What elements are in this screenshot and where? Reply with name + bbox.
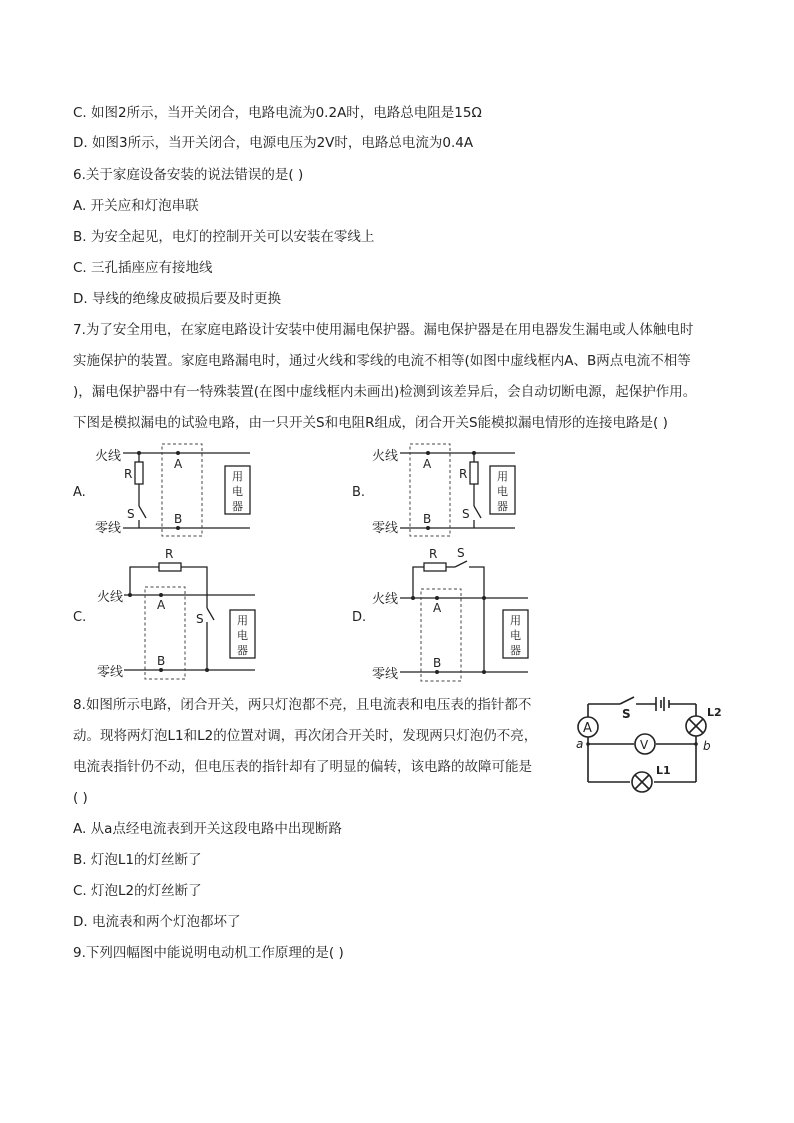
resistor-label: R xyxy=(429,547,438,561)
node-b-label: b xyxy=(703,739,711,753)
question-7-line-4: 下图是模拟漏电的试验电路，由一只开关S和电阻R组成，闭合开关S能模拟漏电情形的连接电路是( ) xyxy=(73,415,668,431)
lamp-l2-label: L2 xyxy=(707,706,722,719)
circuit-option-c xyxy=(73,547,255,680)
neutral-wire-label: 零线 xyxy=(372,521,399,536)
appliance-char: 电 xyxy=(237,629,248,642)
question-7-line-2: 实施保护的装置。家庭电路漏电时，通过火线和零线的电流不相等(如图中虚线框内A、B两点电流不相等 xyxy=(73,353,691,369)
node-a-label: a xyxy=(576,737,584,751)
q6-option-d: D. 导线的绝缘皮破损后要及时更换 xyxy=(73,291,281,307)
question-8-line-2: 动。现将两灯泡L1和L2的位置对调，再次闭合开关时，发现两只灯泡仍不亮， xyxy=(73,728,538,744)
appliance-char: 器 xyxy=(237,644,248,657)
switch-label: S xyxy=(462,507,470,521)
point-b-label: B xyxy=(174,512,183,526)
appliance-char: 用 xyxy=(497,470,508,483)
q8-option-a: A. 从a点经电流表到开关这段电路中出现断路 xyxy=(73,821,342,837)
option-label-c: C. xyxy=(73,610,87,625)
q8-option-d: D. 电流表和两个灯泡都坏了 xyxy=(73,914,241,930)
resistor-label: R xyxy=(459,467,468,481)
appliance-char: 器 xyxy=(510,644,521,657)
switch-label: S xyxy=(622,707,631,721)
switch-label: S xyxy=(127,507,135,521)
switch-icon xyxy=(139,506,146,518)
point-a-label: A xyxy=(433,601,442,615)
appliance-char: 电 xyxy=(232,485,243,498)
q6-option-a: A. 开关应和灯泡串联 xyxy=(73,198,199,214)
option-c-q5: C. 如图2所示，当开关闭合，电路电流为0.2A时，电路总电阻是15Ω xyxy=(73,105,482,121)
circuit-option-d xyxy=(352,546,528,682)
q8-option-c: C. 灯泡L2的灯丝断了 xyxy=(73,883,202,899)
resistor-label: R xyxy=(165,547,174,561)
switch-icon xyxy=(474,506,481,518)
option-label-a: A. xyxy=(73,485,86,500)
question-8-line-3: 电流表指针仍不动，但电压表的指针却有了明显的偏转，该电路的故障可能是 xyxy=(73,759,532,775)
option-d-q5: D. 如图3所示，当开关闭合，电源电压为2V时，电路总电流为0.4A xyxy=(73,135,474,151)
circuit-option-a xyxy=(73,444,250,536)
point-a-label: A xyxy=(157,598,166,612)
appliance-char: 用 xyxy=(510,614,521,627)
neutral-wire-label: 零线 xyxy=(95,521,122,536)
resistor-icon xyxy=(135,462,143,484)
appliance-char: 电 xyxy=(497,485,508,498)
question-8-line-1: 8.如图所示电路，闭合开关，两只灯泡都不亮，且电流表和电压表的指针都不 xyxy=(73,697,532,713)
point-b-label: B xyxy=(157,654,166,668)
resistor-icon xyxy=(470,462,478,484)
switch-icon xyxy=(455,561,467,567)
circuit-option-b xyxy=(352,444,515,536)
switch-icon xyxy=(207,608,214,620)
option-label-b: B. xyxy=(352,485,366,500)
q6-option-c: C. 三孔插座应有接地线 xyxy=(73,260,213,276)
question-6: 6.关于家庭设备安装的说法错误的是( ) xyxy=(73,167,304,183)
q6-option-b: B. 为安全起见，电灯的控制开关可以安装在零线上 xyxy=(73,229,375,245)
switch-label: S xyxy=(457,546,465,560)
switch-icon xyxy=(620,697,634,704)
appliance-char: 电 xyxy=(510,629,521,642)
q8-option-b: B. 灯泡L1的灯丝断了 xyxy=(73,852,202,868)
appliance-char: 用 xyxy=(232,470,243,483)
voltmeter-label: V xyxy=(640,738,649,752)
resistor-icon xyxy=(424,563,446,571)
appliance-char: 器 xyxy=(497,500,508,513)
point-b-label: B xyxy=(423,512,432,526)
live-wire-label: 火线 xyxy=(372,449,399,464)
lamp-l1-label: L1 xyxy=(656,764,671,777)
live-wire-label: 火线 xyxy=(97,590,124,605)
question-7-line-1: 7.为了安全用电，在家庭电路设计安装中使用漏电保护器。漏电保护器是在用电器发生漏电或人体触电时 xyxy=(73,322,694,338)
appliance-char: 器 xyxy=(232,500,243,513)
appliance-char: 用 xyxy=(237,614,248,627)
point-a-label: A xyxy=(174,457,183,471)
neutral-wire-label: 零线 xyxy=(97,665,124,680)
question-9: 9.下列四幅图中能说明电动机工作原理的是( ) xyxy=(73,945,344,961)
live-wire-label: 火线 xyxy=(372,592,399,607)
ammeter-label: A xyxy=(583,721,592,736)
resistor-icon xyxy=(159,563,181,571)
question-7-line-3: )，漏电保护器中有一特殊装置(在图中虚线框内未画出)检测到该差异后，会自动切断电源，起保护作用。 xyxy=(73,384,697,400)
resistor-label: R xyxy=(124,467,133,481)
point-b-label: B xyxy=(433,656,442,670)
q7-circuit-options xyxy=(0,440,794,700)
neutral-wire-label: 零线 xyxy=(372,667,399,682)
point-a-label: A xyxy=(423,457,432,471)
option-label-d: D. xyxy=(352,610,367,625)
q8-circuit-diagram xyxy=(572,692,732,802)
switch-label: S xyxy=(196,612,204,626)
live-wire-label: 火线 xyxy=(95,449,122,464)
question-8-line-4: ( ) xyxy=(73,790,88,806)
